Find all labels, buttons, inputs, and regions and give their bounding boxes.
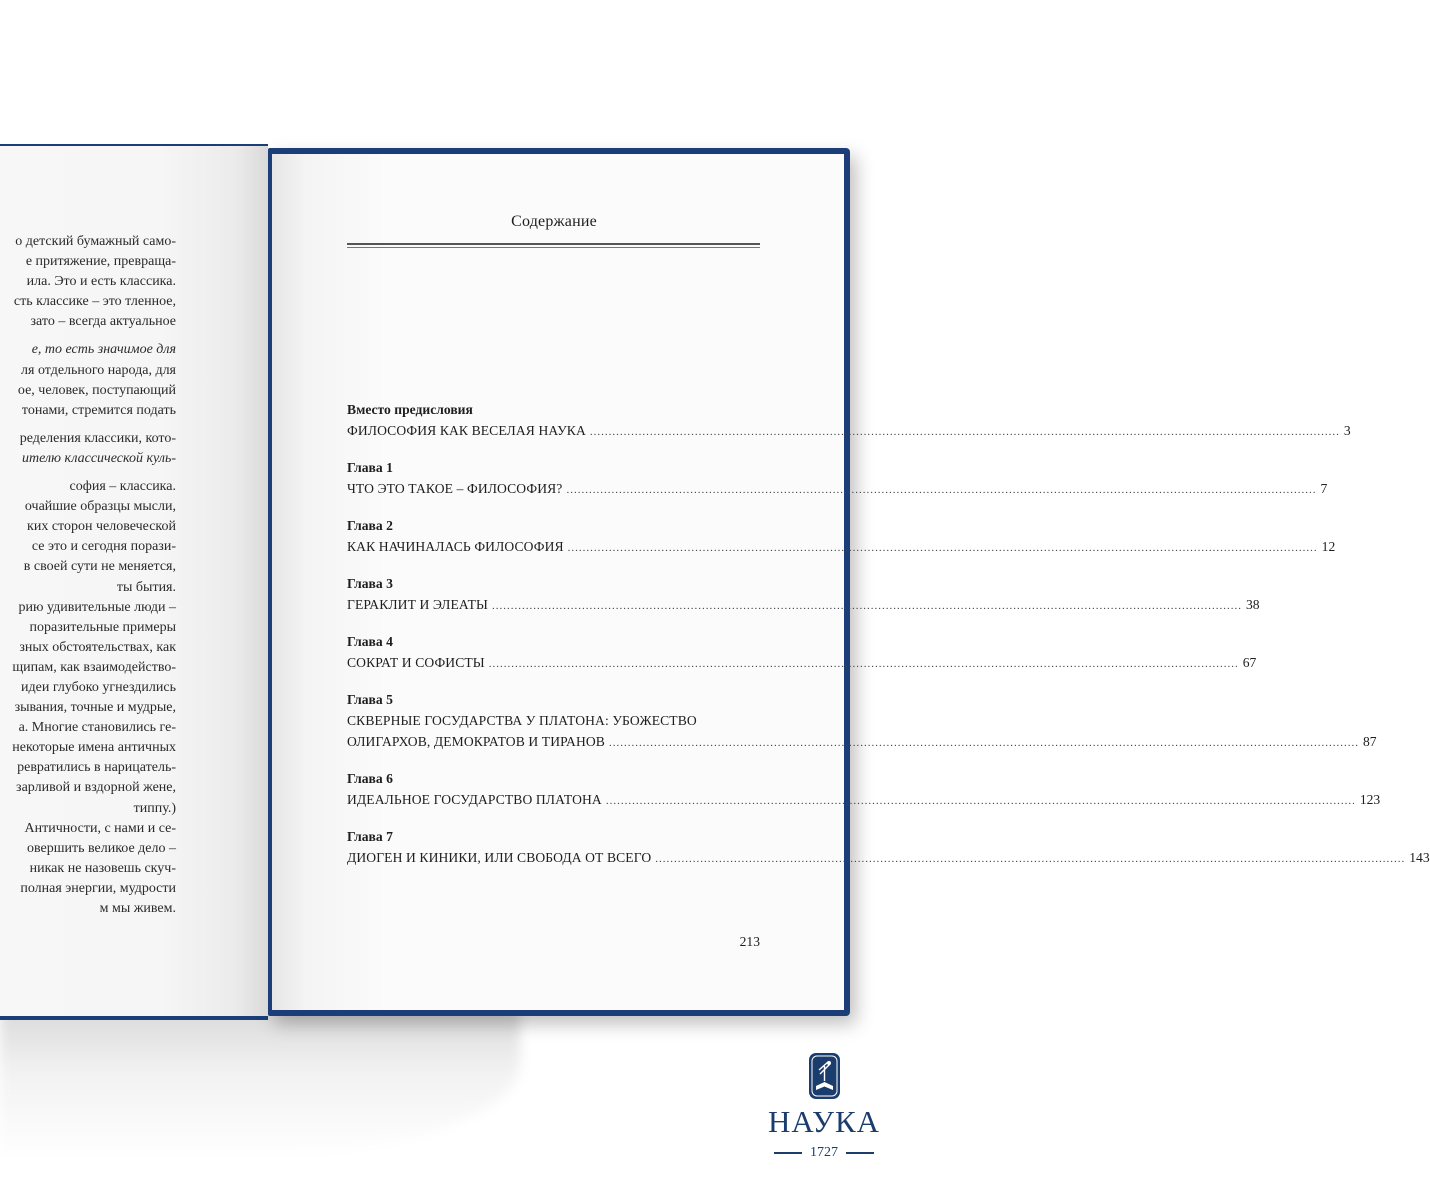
toc-entry: [347, 632, 1257, 673]
left-page-line: овершить великое дело –: [26, 840, 176, 856]
left-page-line: ределения классики, кото-: [19, 430, 176, 446]
toc-line: [347, 594, 1260, 615]
left-page-line: а. Многие становились ге-: [18, 720, 176, 736]
toc-entry: [347, 458, 1328, 499]
toc-chapter-heading: Глава 7: [347, 829, 393, 844]
left-page-line: зных обстоятельствах, как: [19, 639, 176, 655]
left-page-line: зато – всегда актуальное: [30, 314, 176, 330]
left-page-line: полная энергии, мудрости: [20, 880, 176, 896]
toc-page-number: 38: [1245, 597, 1260, 612]
left-page-line: некоторые имена античных: [12, 740, 176, 756]
left-page-line: зарливой и вздорной жене,: [16, 780, 176, 796]
toc-entry: [347, 574, 1260, 615]
publisher-year-row: [768, 1144, 880, 1162]
left-page-line: се это и сегодня порази-: [31, 539, 176, 555]
left-page-text: [0, 232, 176, 919]
toc-title-line: СКВЕРНЫЕ ГОСУДАРСТВА У ПЛАТОНА: УБОЖЕСТВО: [347, 713, 697, 728]
book-emblem-icon: [808, 1052, 841, 1100]
toc-entry: [347, 827, 1430, 868]
left-page: [0, 146, 268, 1016]
publisher-name: НАУКА: [768, 1104, 881, 1139]
toc-chapter-heading: Вместо предисловия: [347, 402, 473, 417]
toc-leader-dots: ........................................................................................................................................................................................................: [608, 737, 1359, 749]
left-page-line: никак не назовешь скуч-: [29, 860, 176, 876]
year-bar-left: [774, 1152, 802, 1154]
toc-leader-dots: ........................................................................................................................................................................................................: [566, 484, 1317, 496]
left-page-line: ревратились в нарицатель-: [17, 760, 176, 776]
left-page-line: поразительные примеры: [29, 619, 176, 635]
book-shadow: [0, 1000, 520, 1160]
toc-title-line: ДИОГЕН И КИНИКИ, ИЛИ СВОБОДА ОТ ВСЕГО: [347, 850, 652, 865]
title-rule-thick: [347, 243, 760, 245]
left-page-line: типпу.): [133, 800, 176, 816]
toc-entry: [347, 400, 1351, 441]
left-page-line: идеи глубоко угнездились: [21, 679, 176, 695]
toc-entry: [347, 516, 1336, 557]
toc-leader-dots: ........................................................................................................................................................................................................: [567, 542, 1318, 554]
toc-entry: [347, 690, 1377, 752]
table-of-contents: [347, 400, 1430, 885]
toc-entry: [347, 769, 1381, 810]
toc-line: [347, 731, 1377, 752]
publisher-logo: [768, 1052, 880, 1162]
left-page-line: е, то есть значимое для: [31, 342, 176, 358]
toc-title-line: ОЛИГАРХОВ, ДЕМОКРАТОВ И ТИРАНОВ: [347, 734, 605, 749]
title-rule-thin: [347, 247, 760, 248]
toc-page-number: 67: [1242, 655, 1257, 670]
left-page-line: щипам, как взаимодейство-: [12, 659, 176, 675]
toc-line: [347, 478, 1328, 499]
left-page-line: е притяжение, превраща-: [25, 254, 176, 270]
left-page-line: ителю классической куль-: [22, 450, 176, 466]
toc-chapter-heading: Глава 2: [347, 518, 393, 533]
toc-chapter-heading: Глава 4: [347, 634, 393, 649]
toc-leader-dots: ........................................................................................................................................................................................................: [605, 795, 1356, 807]
toc-title-line: КАК НАЧИНАЛАСЬ ФИЛОСОФИЯ: [347, 539, 564, 554]
toc-page-number: 87: [1362, 734, 1377, 749]
left-page-line: рию удивительные люди –: [18, 599, 176, 615]
left-page-line: зывания, точные и мудрые,: [14, 700, 176, 716]
left-page-line: ких сторон человеческой: [27, 519, 176, 535]
toc-title-line: ИДЕАЛЬНОЕ ГОСУДАРСТВО ПЛАТОНА: [347, 792, 602, 807]
toc-leader-dots: ........................................................................................................................................................................................................: [488, 658, 1239, 670]
toc-chapter-heading: Глава 5: [347, 692, 393, 707]
toc-line: [347, 789, 1381, 810]
toc-leader-dots: ........................................................................................................................................................................................................: [589, 426, 1340, 438]
toc-page-number: 3: [1343, 423, 1351, 438]
toc-title: Содержание: [511, 213, 597, 230]
left-page-line: ты бытия.: [116, 579, 176, 595]
left-page-line: о детский бумажный само-: [15, 234, 176, 249]
toc-page-number: 12: [1321, 539, 1336, 554]
toc-page-number: 143: [1409, 850, 1430, 865]
toc-title-line: ЧТО ЭТО ТАКОЕ – ФИЛОСОФИЯ?: [347, 481, 563, 496]
left-page-line: софия – классика.: [69, 479, 176, 495]
left-page-line: ля отдельного народа, для: [21, 362, 176, 378]
left-page-line: Античности, с нами и се-: [24, 820, 176, 836]
left-page-line: тонами, стремится подать: [21, 402, 176, 418]
toc-line: [347, 652, 1257, 673]
left-page-line: в своей сути не меняется,: [23, 559, 176, 575]
year-bar-right: [846, 1152, 874, 1154]
toc-chapter-heading: Глава 1: [347, 460, 393, 475]
toc-line: [347, 536, 1336, 557]
left-page-line: ила. Это и есть классика.: [26, 274, 176, 290]
toc-page-number: 7: [1320, 481, 1328, 496]
left-page-line: ое, человек, поступающий: [17, 382, 176, 398]
toc-title-line: ФИЛОСОФИЯ КАК ВЕСЕЛАЯ НАУКА: [347, 423, 586, 438]
toc-chapter-heading: Глава 6: [347, 771, 393, 786]
toc-page-number: 123: [1359, 792, 1381, 807]
toc-line: [347, 847, 1430, 868]
left-page-line: м мы живем.: [99, 901, 176, 916]
toc-title-line: ГЕРАКЛИТ И ЭЛЕАТЫ: [347, 597, 488, 612]
publisher-year: 1727: [810, 1145, 838, 1160]
toc-title-line: СОКРАТ И СОФИСТЫ: [347, 655, 485, 670]
toc-leader-dots: ........................................................................................................................................................................................................: [655, 853, 1406, 865]
page-number: 213: [739, 934, 760, 949]
left-page-line: сть классике – это тленное,: [13, 294, 176, 310]
toc-leader-dots: ........................................................................................................................................................................................................: [491, 600, 1242, 612]
left-page-line: [0, 421, 176, 429]
toc-chapter-heading: Глава 3: [347, 576, 393, 591]
left-page-line: очайшие образцы мысли,: [24, 499, 176, 515]
left-page-line: [0, 332, 176, 340]
toc-line: [347, 420, 1351, 441]
left-page-line: [0, 469, 176, 477]
